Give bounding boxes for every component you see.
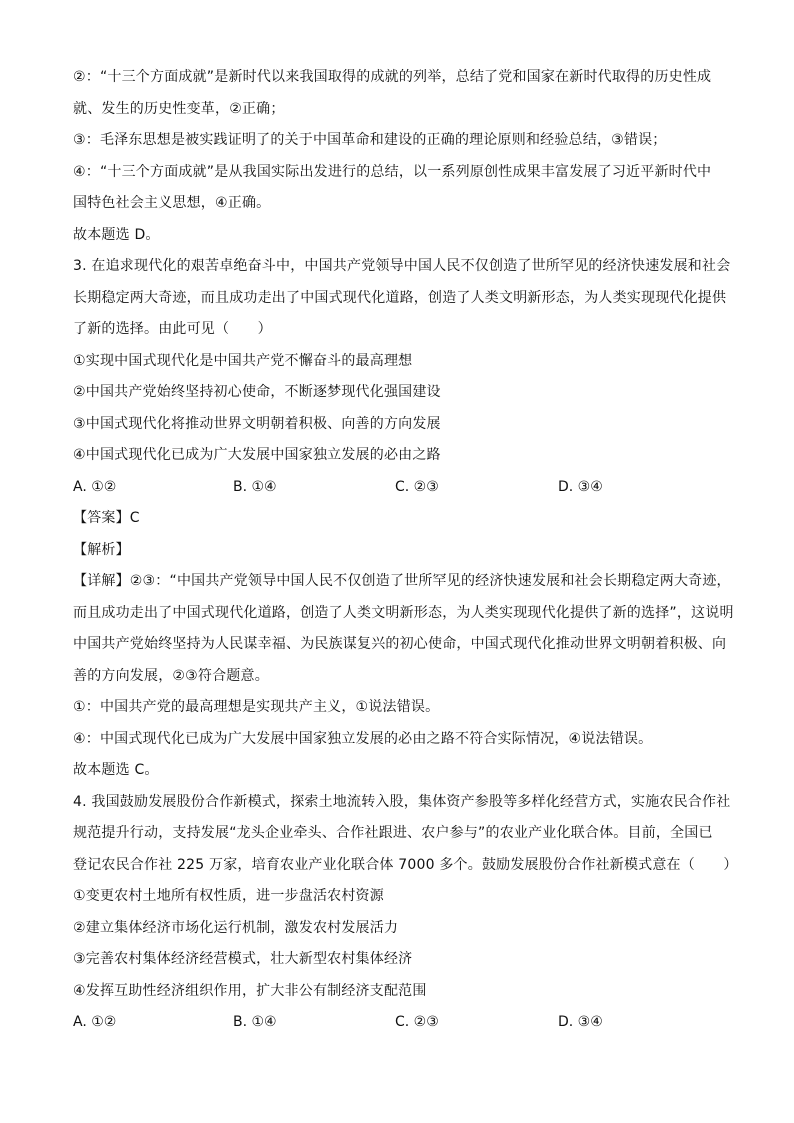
q3-option-a: A. ①②: [73, 478, 117, 495]
q3-detail-line-2: 而且成功走出了中国式现代化道路，创造了人类文明新形态，为人类实现现代化提供了新的选择”，这说明: [73, 604, 734, 621]
q3-item-4: ④中国式现代化已成为广大发展中国家独立发展的必由之路: [73, 447, 441, 463]
q3-stem-line-1: 3. 在追求现代化的艰苦卓绝奋斗中，中国共产党领导中国人民不仅创造了世所罕见的经济快速发展和社会: [73, 258, 731, 274]
q3-analysis-label: 【解析】: [73, 541, 130, 558]
q3-detail-line-4: 善的方向发展，②③符合题意。: [73, 667, 269, 684]
q4-option-c: C. ②③: [395, 1014, 439, 1030]
q3-detail-line-3: 中国共产党始终坚持为人民谋幸福、为民族谋复兴的初心使命，中国式现代化推动世界文明朝着积极、向: [73, 636, 727, 652]
q3-detail-line-1: 【详解】②③：“中国共产党领导中国人民不仅创造了世所罕见的经济快速发展和社会长期稳定两大奇迹，: [73, 573, 731, 589]
q3-item-3: ③中国式现代化将推动世界文明朝着积极、向善的方向发展: [73, 415, 441, 432]
q3-stem-line-3: 了新的选择。由此可见（ ）: [73, 321, 272, 337]
q3-option-b: B. ①④: [233, 478, 277, 495]
q3-option-c: C. ②③: [395, 478, 439, 495]
q3-detail-line-6: ④：中国式现代化已成为广大发展中国家独立发展的必由之路不符合实际情况，④说法错误。: [73, 730, 653, 747]
exam-page: [73, 62, 738, 1039]
q4-option-b: B. ①④: [233, 1014, 277, 1030]
q4-option-a: A. ①②: [73, 1014, 117, 1030]
q4-stem-line-2: 规范提升行动，支持发展“龙头企业牵头、合作社跟进、农户参与”的农业产业化联合体。目前，全国已: [73, 825, 713, 841]
q4-item-1: ①变更农村土地所有权性质，进一步盘活农村资源: [73, 888, 384, 904]
q2-analysis-line-5: 国特色社会主义思想，④正确。: [73, 195, 271, 211]
q2-conclusion: 故本题选 D。: [73, 226, 160, 243]
q3-item-2: ②中国共产党始终坚持初心使命，不断逐梦现代化强国建设: [73, 384, 441, 400]
q4-option-d: D. ③④: [558, 1014, 603, 1030]
q2-analysis-line-3: ③：毛泽东思想是被实践证明了的关于中国革命和建设的正确的理论原则和经验总结，③错误；: [73, 132, 667, 148]
q3-stem-line-2: 长期稳定两大奇迹，而且成功走出了中国式现代化道路，创造了人类文明新形态，为人类实现现代化提供: [73, 289, 727, 306]
q4-stem-line-3: 登记农民合作社 225 万家，培育农业产业化联合体 7000 多个。鼓励发展股份合作社新模式意在（ ）: [73, 856, 738, 873]
q3-option-d: D. ③④: [558, 478, 603, 495]
q2-analysis-line-4: ④：“十三个方面成就”是从我国实际出发进行的总结，以一系列原创性成果丰富发展了习近平新时代中: [73, 163, 712, 180]
q3-options: [73, 472, 723, 504]
q4-stem-line-1: 4. 我国鼓励发展股份合作新模式，探索土地流转入股，集体资产参股等多样化经营方式，实施农民合作社: [73, 793, 731, 810]
q2-analysis-line-2: 就、发生的历史性变革，②正确；: [73, 100, 285, 117]
q4-options: [73, 1007, 723, 1039]
q3-item-1: ①实现中国式现代化是中国共产党不懈奋斗的最高理想: [73, 352, 413, 369]
q2-analysis-line-1: ②：“十三个方面成就”是新时代以来我国取得的成就的列举，总结了党和国家在新时代取得的历史性成: [73, 69, 712, 85]
q3-detail-line-5: ①：中国共产党的最高理想是实现共产主义，①说法错误。: [73, 699, 440, 715]
q3-conclusion: 故本题选 C。: [73, 762, 159, 778]
q4-item-3: ③完善农村集体经济经营模式，壮大新型农村集体经济: [73, 951, 413, 967]
q3-answer: 【答案】C: [73, 510, 140, 526]
q4-item-2: ②建立集体经济市场化运行机制，激发农村发展活力: [73, 919, 399, 936]
q4-item-4: ④发挥互助性经济组织作用，扩大非公有制经济支配范围: [73, 982, 427, 999]
